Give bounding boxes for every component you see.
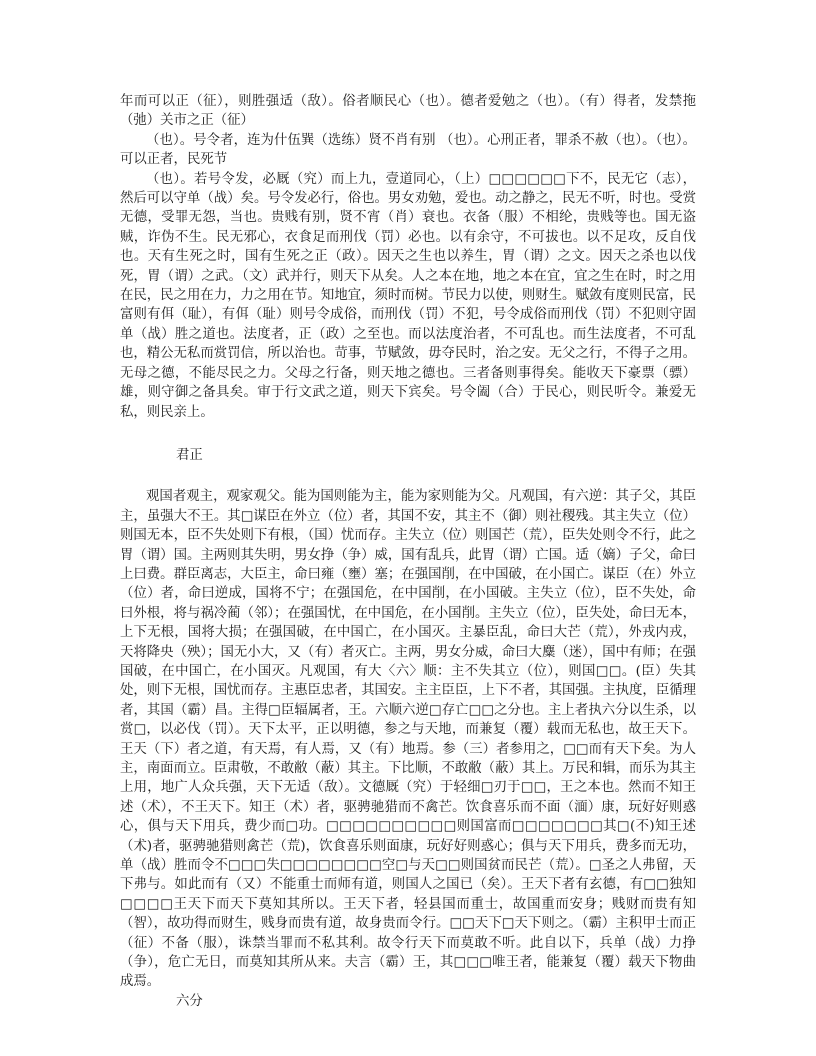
paragraph-1: 年而可以正（征），则胜强适（敌）。俗者顺民心（也）。德者爱勉之（也）。（有）得者，发禁拖（弛）关市之正（征）	[120, 94, 696, 129]
section-heading-liufen: 六分	[176, 993, 203, 1009]
paragraph-4: 观国者观主，观家观父。能为国则能为主，能为家则能为父。凡观国，有六逆：其子父，其臣主，虽强大不王。其□谋臣在外立（位）者，其国不安，其主不（御）则社稷残。其主失立（位）则国无本，臣不失处则下有根，（国）忧而存。主失立（位）则国芒（荒），臣失处则令不行，此之胃（谓）国。主两则其失明，男女挣（争）威，国有乱兵，此胃（谓）亡国。适（嫡）子父，命曰上曰费。群臣离志，大臣主，命曰雍（壅）塞；在强国削，在中国破，在小国亡。谋臣（在）外立（位）者，命曰逆成，国将不宁；在强国危，在中国削，在小国破。主失立（位），臣不失处，命曰外根，将与祸冷蔺（邻）；在强国忧，在中国危，在小国削。主失立（位），臣失处，命曰无本，上下无根，国将大损；在强国破，在中国亡，在小国灭。主暴臣乱，命曰大芒（荒），外戎内戎，天将降央（殃）；国无小大，又（有）者灭亡。主两，男女分威，命曰大麋（迷），国中有师；在强国破，在中国亡，在小国灭。凡观国，有大〈六〉顺：主不失其立（位），则国□□。(臣）失其处，则下无根，国忧而存。主惠臣忠者，其国安。主主臣臣，上下不者，其国强。主执度，臣循理者，其国（霸）昌。主得□臣辐属者，王。六顺六逆□存亡□□之分也。主上者执六分以生杀，以赏□，以必伐（罚）。天下太平，正以明德，参之与天地，而兼复（覆）载而无私也，故王天下。王天（下）者之道，有天焉，有人焉，又（有）地焉。参（三）者参用之，□□而有天下矣。为人主，南面而立。臣肃敬，不敢敝（蔽）其主。下比顺，不敢敝（蔽）其上。万民和辑，而乐为其主上用，地广人众兵强，天下无适（敌）。文德厩（究）于轻细□刃于□□，王之本也。然而不知王述（术），不王天下。知王（术）者，驱骋驰猎而不禽芒。饮食喜乐而不面（湎）康，玩好好则惑心，俱与天下用兵，费少而□功。□□□□□□□□□□则国富而□□□□□□□其□(不)知王述（术)者，驱骋驰猎则禽芒（荒)，饮食喜乐则面康，玩好好则惑心；俱与天下用兵，费多而无功，单（战）胜而令不□□□失□□□□□□□□空□与天□□则国贫而民芒（荒）。□圣之人弗留，天下弗与。如此而有（又）不能重士而师有道，则国人之国已（矣）。王天下者有玄德，有□□独知□□□□王天下而天下莫知其所以。王天下者，轻县国而重士，故国重而安身；贱财而贵有知（智），故功得而财生，贱身而贵有道，故身贵而令行。□□天下□天下则之。（霸）主积甲士而正（征）不备（服），诛禁当罪而不私其利。故令行天下而莫敢不听。此自以下，兵单（战）力挣（争），危亡无日，而莫知其所从来。夫言（霸）王，其□□□唯王者，能兼复（覆）载天下物曲成焉。	[120, 489, 696, 990]
section-heading-junzheng: 君正	[176, 447, 203, 463]
paragraph-3: （也）。若号令发，必厩（究）而上九，壹道同心，（上）□□□□□□下不，民无它（志），然后可以守单（战）矣。号令发必行，俗也。男女劝勉，爱也。动之静之，民无不听，时也。受赏无德，受罪无怨，当也。贵贱有别，贤不宵（肖）衰也。衣备（服）不相纶，贵贱等也。国无盗贼，诈伪不生。民无邪心，衣食足而刑伐（罚）必也。以有余守，不可拔也。以不足攻，反自伐也。天有生死之时，国有生死之正（政）。因天之生也以养生，胃（谓）之文。因天之杀也以伐死，胃（谓）之武。（文）武并行，则天下从矣。人之本在地，地之本在宜，宜之生在时，时之用在民，民之用在力，力之用在节。知地宜，须时而树。节民力以使，则财生。赋敛有度则民富，民富则有佴（耻），有佴（耻）则号令成俗，而刑伐（罚）不犯，号令成俗而刑伐（罚）不犯则守固单（战）胜之道也。法度者，正（政）之至也。而以法度治者，不可乱也。而生法度者，不可乱也，精公无私而赏罚信，所以治也。苛事，节赋敛，毋夺民时，治之安。无父之行，不得子之用。无母之德，不能尽民之力。父母之行备，则天地之德也。三者备则事得矣。能收天下豪票（骠）雄，则守御之备具矣。审于行文武之道，则天下宾矣。号令阖（合）于民心，则民听令。兼爱无私，则民亲上。	[120, 171, 696, 420]
document-body	[120, 92, 696, 1011]
paragraph-2: （也）。号令者，连为什伍巽（选练）贤不肖有别 （也）。心刑正者，罪杀不赦（也）。（也）。可以正者，民死节	[120, 132, 696, 168]
